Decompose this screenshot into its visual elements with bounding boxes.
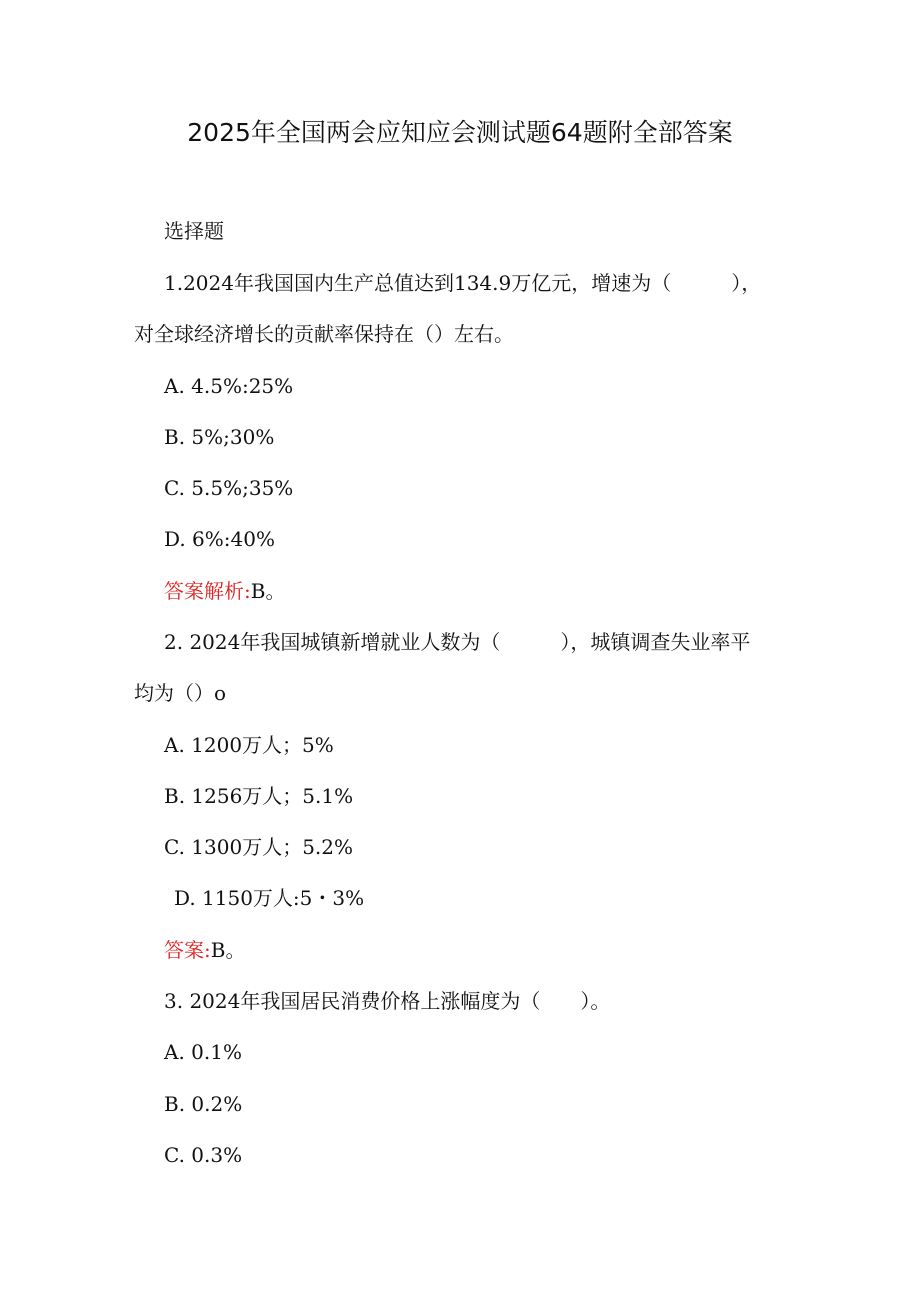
question-1-option-b: B. 5%;30%: [164, 425, 275, 449]
question-2-answer-value: B。: [210, 938, 246, 962]
question-2-option-d: D. 1150万人:5・3%: [174, 886, 365, 910]
question-1-answer: [164, 577, 285, 605]
question-3-option-b: B. 0.2%: [164, 1092, 243, 1116]
question-1-answer-label: 答案解析:: [164, 579, 251, 603]
question-2-answer-label: 答案:: [164, 938, 211, 962]
question-1-option-c: C. 5.5%;35%: [164, 476, 294, 500]
question-3-option-c: C. 0.3%: [164, 1143, 243, 1167]
question-1-stem-line2: 对全球经济增长的贡献率保持在（）左右。: [134, 322, 514, 346]
question-1-option-a: A. 4.5%:25%: [164, 374, 294, 398]
question-3-option-a: A. 0.1%: [164, 1040, 242, 1064]
question-1-answer-value: B。: [250, 579, 286, 603]
question-2-answer: [164, 936, 245, 964]
question-3-stem-line1: 3. 2024年我国居民消费价格上涨幅度为（ ）。: [164, 989, 611, 1013]
question-1-option-d: D. 6%:40%: [164, 527, 275, 551]
question-2-option-c: C. 1300万人；5.2%: [164, 835, 354, 859]
question-2-option-a: A. 1200万人；5%: [164, 733, 334, 757]
question-2-stem-line2: 均为（）o: [134, 681, 227, 705]
question-2-option-b: B. 1256万人；5.1%: [164, 784, 354, 808]
question-2-stem-line1: 2. 2024年我国城镇新增就业人数为（ ），城镇调查失业率平: [164, 630, 751, 654]
question-1-stem-line1: 1.2024年我国国内生产总值达到134.9万亿元，增速为（ ），: [164, 271, 762, 295]
section-heading: 选择题: [164, 219, 224, 243]
document-title: 2025年全国两会应知应会测试题64题附全部答案: [187, 118, 733, 147]
